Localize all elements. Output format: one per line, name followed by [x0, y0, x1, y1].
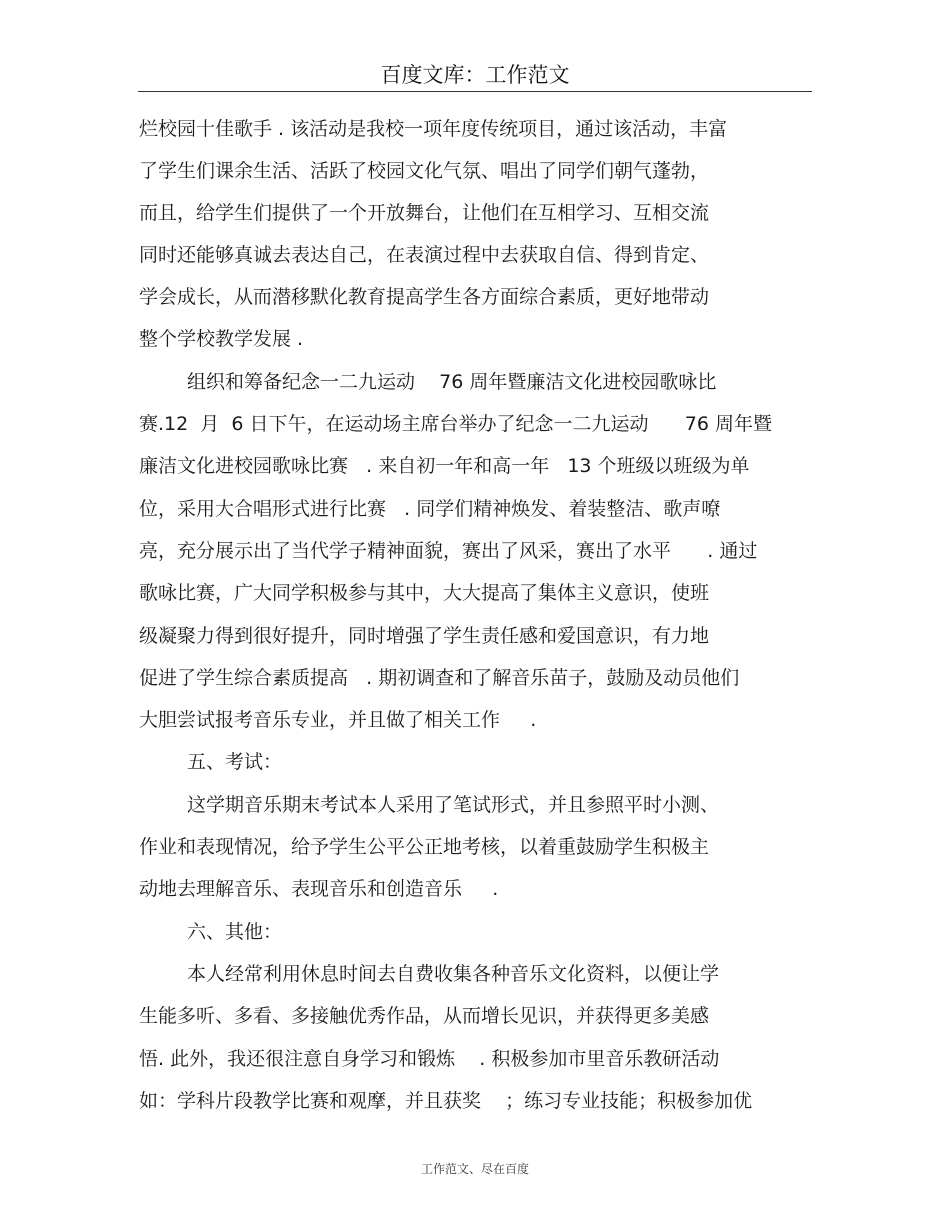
body-line: 同时还能够真诚去表达自己，在表演过程中去获取自信、得到肯定、	[139, 244, 710, 266]
section-heading-other: 六、其他：	[187, 921, 283, 943]
paragraph-start-line: 这学期音乐期末考试本人采用了笔试形式，并且参照平时小测、	[187, 794, 720, 816]
body-line: 生能多听、多看、多接触优秀作品，从而增长见识，并获得更多美感	[139, 1005, 710, 1027]
header-divider	[138, 91, 812, 92]
body-line: 位，采用大合唱形式进行比赛 . 同学们精神焕发、着装整洁、歌声嘹	[139, 498, 721, 520]
body-line: 悟. 此外，我还很注意自身学习和锻炼 . 积极参加市里音乐教研活动	[139, 1048, 720, 1070]
body-line: 如：学科片段教学比赛和观摩，并且获奖 ；练习专业技能；积极参加优	[139, 1090, 753, 1112]
body-line: 作业和表现情况，给予学生公平公正地考核，以着重鼓励学生积极主	[139, 836, 710, 858]
body-line: 动地去理解音乐、表现音乐和创造音乐 .	[139, 878, 499, 900]
body-line: 烂校园十佳歌手 . 该活动是我校一项年度传统项目，通过该活动，丰富	[139, 118, 728, 140]
body-line: 亮，充分展示出了当代学子精神面貌，赛出了风采，赛出了水平 . 通过	[139, 540, 758, 562]
body-line: 促进了学生综合素质提高 . 期初调查和了解音乐苗子，鼓励及动员他们	[139, 667, 740, 689]
body-line: 而且，给学生们提供了一个开放舞台，让他们在互相学习、互相交流	[139, 202, 710, 224]
body-line: 级凝聚力得到很好提升，同时增强了学生责任感和爱国意识，有力地	[139, 625, 710, 647]
page-footer: 工作范文、尽在百度	[420, 1162, 529, 1176]
body-line: 了学生们课余生活、活跃了校园文化气氛、唱出了同学们朝气蓬勃，	[139, 160, 710, 182]
body-line: 学会成长，从而潜移默化教育提高学生各方面综合素质，更好地带动	[139, 286, 710, 308]
section-heading-exam: 五、考试：	[187, 751, 283, 773]
body-line: 赛.12 月 6 日下午，在运动场主席台举办了纪念一二九运动 76 周年暨	[139, 413, 772, 435]
page-header-title: 百度文库：工作范文	[380, 63, 570, 87]
paragraph-start-line: 本人经常利用休息时间去自费收集各种音乐文化资料，以便让学	[187, 963, 720, 985]
body-line: 廉洁文化进校园歌咏比赛 . 来自初一年和高一年 13 个班级以班级为单	[139, 455, 750, 477]
paragraph-start-line: 组织和筹备纪念一二九运动 76 周年暨廉洁文化进校园歌咏比	[187, 371, 717, 393]
body-line: 大胆尝试报考音乐专业，并且做了相关工作 .	[139, 709, 537, 731]
body-line: 整个学校教学发展 .	[139, 328, 304, 350]
body-line: 歌咏比赛，广大同学积极参与其中，大大提高了集体主义意识，使班	[139, 582, 710, 604]
